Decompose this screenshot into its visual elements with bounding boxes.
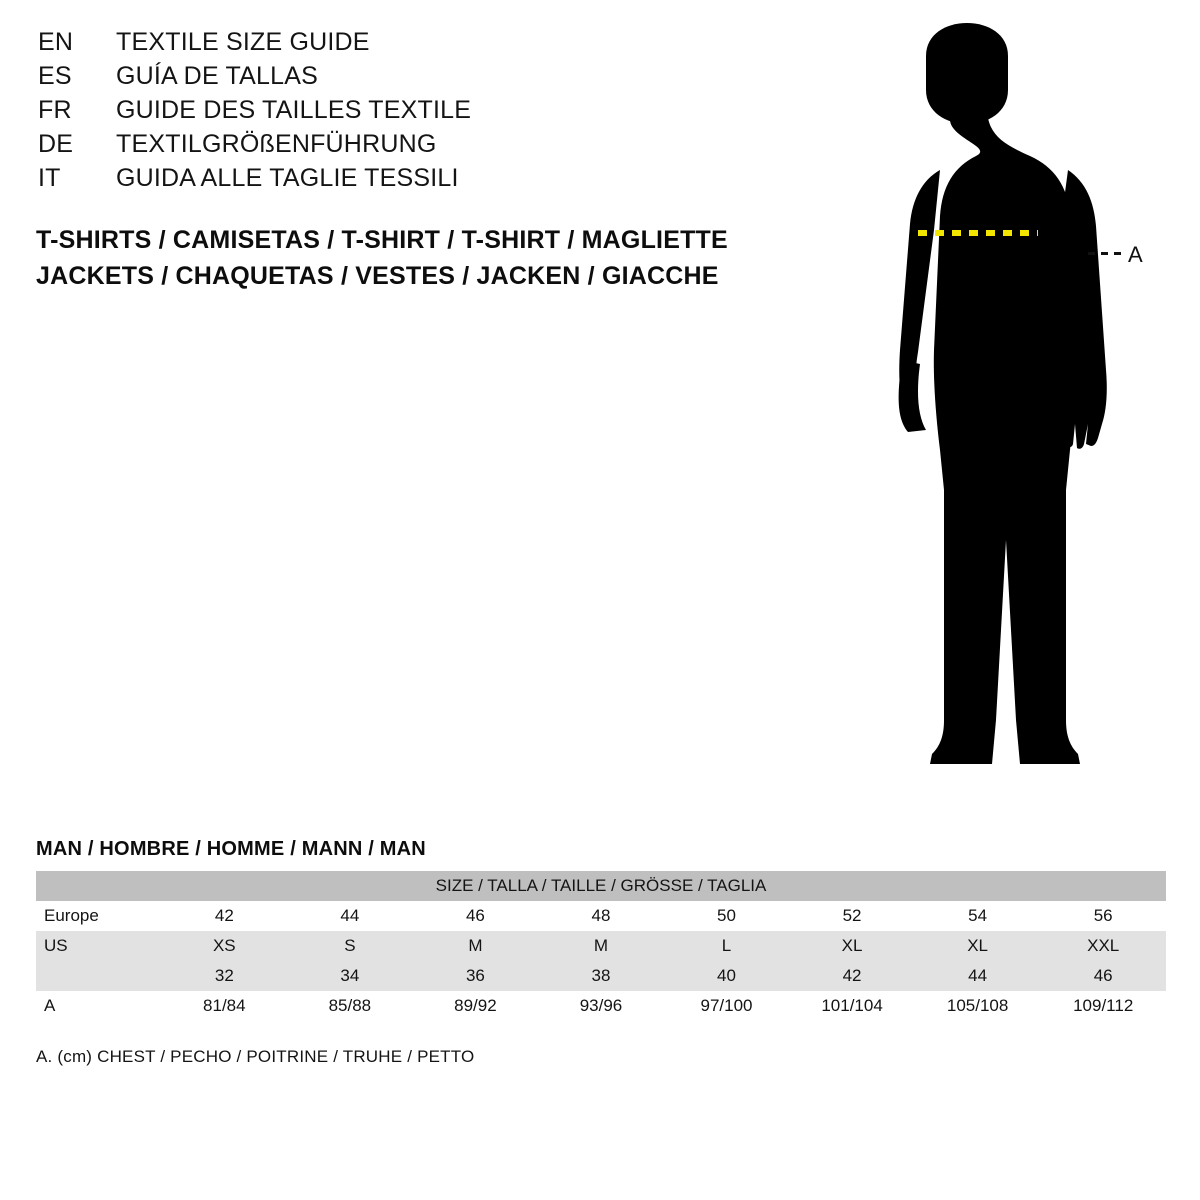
table-cell: 93/96: [579, 996, 623, 1015]
table-cell: 105/108: [946, 996, 1009, 1015]
table-header-label: SIZE / TALLA / TAILLE / GRÖSSE / TAGLIA: [435, 876, 767, 895]
table-cell: M: [468, 936, 483, 955]
table-row: [36, 901, 1166, 931]
measure-leader-line: [1088, 252, 1122, 255]
table-cell: S: [344, 936, 356, 955]
table-cell: M: [593, 936, 609, 955]
table-cell: 89/92: [454, 996, 497, 1015]
size-table: [36, 871, 1166, 1021]
table-cell: 48: [591, 906, 611, 925]
table-row: [36, 991, 1166, 1021]
table-footnote: A. (cm) CHEST / PECHO / POITRINE / TRUHE / PETTO: [36, 1047, 475, 1066]
table-cell: 46: [465, 906, 485, 925]
language-text: GUIDE DES TAILLES TEXTILE: [116, 96, 472, 124]
table-cell: 34: [340, 966, 360, 985]
language-text: GUIDA ALLE TAGLIE TESSILI: [116, 164, 459, 192]
language-row: [38, 96, 738, 130]
table-cell: 56: [1093, 906, 1113, 925]
table-header-row: [36, 871, 1166, 901]
table-cell: XXL: [1087, 936, 1120, 955]
language-row: [38, 164, 738, 198]
table-cell: 97/100: [700, 996, 753, 1015]
table-cell: 85/88: [328, 996, 372, 1015]
table-cell: 101/104: [821, 996, 883, 1015]
language-code: FR: [38, 96, 72, 124]
table-cell: 44: [968, 966, 988, 985]
table-cell: 54: [968, 906, 988, 925]
language-text: TEXTILGRÖßENFÜHRUNG: [116, 130, 437, 158]
category-line-tshirts: T-SHIRTS / CAMISETAS / T-SHIRT / T-SHIRT / MAGLIETTE: [36, 226, 728, 254]
row-label: A: [44, 996, 56, 1015]
language-code: EN: [38, 28, 74, 56]
table-row: [36, 961, 1166, 991]
table-cell: XL: [841, 936, 863, 955]
figure-illustration: [830, 20, 1170, 790]
table-cell: 42: [842, 966, 862, 985]
table-cell: 42: [214, 906, 234, 925]
language-row: [38, 28, 738, 62]
table-gender-title: MAN / HOMBRE / HOMME / MANN / MAN: [36, 838, 426, 860]
table-cell: 40: [717, 966, 736, 985]
language-text: TEXTILE SIZE GUIDE: [116, 28, 370, 56]
language-text: GUÍA DE TALLAS: [116, 62, 318, 90]
table-cell: 81/84: [203, 996, 246, 1015]
language-row: [38, 62, 738, 96]
table-cell: XS: [212, 936, 236, 955]
table-cell: 36: [465, 966, 485, 985]
category-block: [36, 222, 796, 294]
language-row: [38, 130, 738, 164]
table-cell: 50: [717, 906, 736, 925]
table-cell: L: [721, 936, 732, 955]
table-cell: 44: [340, 906, 360, 925]
row-label: Europe: [44, 906, 99, 925]
size-table-section: [36, 838, 1166, 1067]
table-cell: XL: [967, 936, 988, 955]
category-line-jackets: JACKETS / CHAQUETAS / VESTES / JACKEN / GIACCHE: [36, 262, 719, 290]
language-code: IT: [38, 164, 61, 192]
row-label: [36, 961, 162, 991]
chest-measure-line: [830, 20, 1170, 790]
language-header-block: [38, 28, 738, 198]
table-cell: 38: [591, 966, 611, 985]
measure-label-a: A: [1128, 242, 1143, 267]
row-label: US: [44, 936, 68, 955]
table-row: [36, 931, 1166, 961]
table-cell: 32: [214, 966, 234, 985]
language-code: DE: [38, 130, 74, 158]
language-code: ES: [38, 62, 72, 90]
table-cell: 46: [1093, 966, 1113, 985]
table-cell: 109/112: [1073, 996, 1134, 1015]
table-cell: 52: [842, 906, 862, 925]
